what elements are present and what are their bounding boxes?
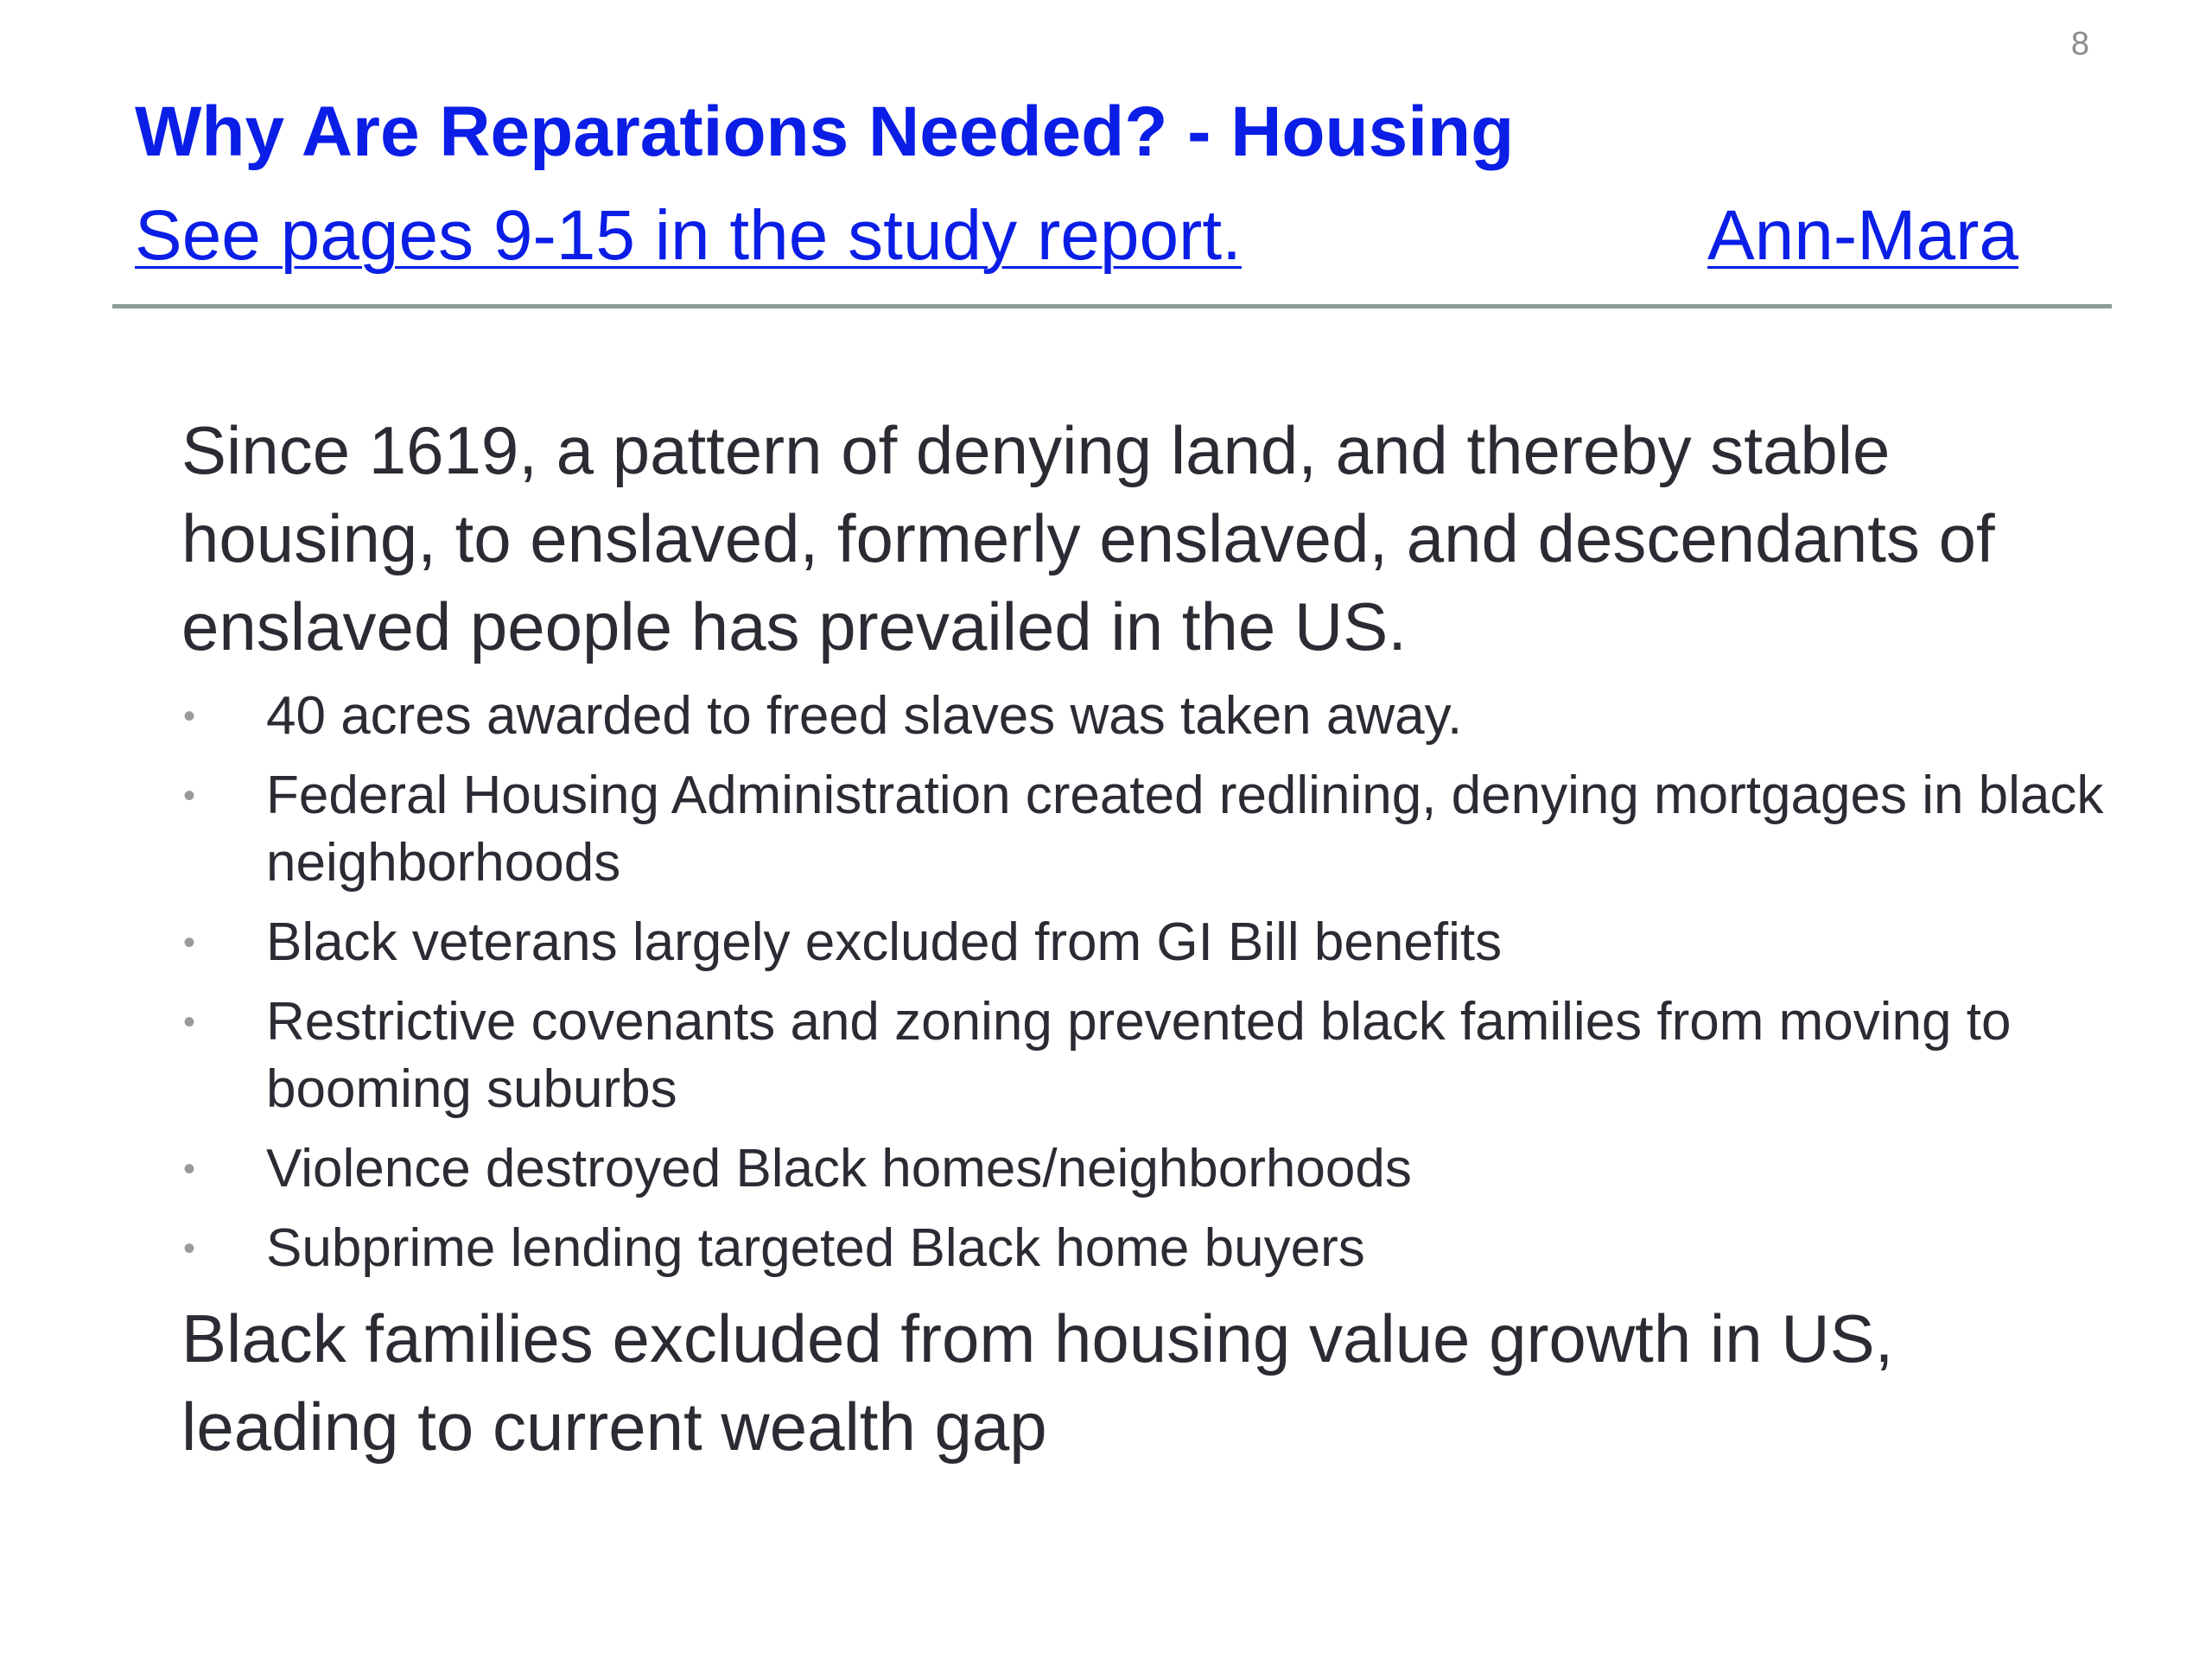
bullet-icon: • — [183, 1003, 196, 1041]
author-name: Ann-Mara — [1707, 196, 2018, 275]
bullet-icon: • — [183, 1150, 196, 1188]
bullet-icon: • — [183, 777, 196, 815]
bullet-item — [181, 683, 2126, 750]
bullet-item — [181, 1135, 2126, 1203]
lead-paragraph: Since 1619, a pattern of denying land, and thereby stable housing, to enslaved, formerly enslaved, and descendants of enslaved people has prevailed in the US. — [181, 412, 1995, 664]
bullet-text: Restrictive covenants and zoning prevented black families from moving to booming suburbs — [266, 992, 2012, 1119]
closing-paragraph: Black families excluded from housing value growth in US, leading to current wealth gap — [181, 1300, 1894, 1465]
bullet-icon: • — [183, 697, 196, 735]
bullet-icon: • — [183, 1230, 196, 1268]
subtitle-line — [135, 197, 2018, 275]
bullet-list — [181, 683, 2126, 1282]
slide-body — [181, 406, 2126, 1471]
title-divider — [112, 304, 2112, 308]
bullet-text: Subprime lending targeted Black home buyers — [266, 1218, 1365, 1278]
bullet-icon: • — [183, 924, 196, 962]
bullet-text: Violence destroyed Black homes/neighborhoods — [266, 1139, 1412, 1198]
bullet-item — [181, 1215, 2126, 1282]
slide-title: Why Are Reparations Needed? - Housing — [135, 92, 1515, 171]
bullet-text: Black veterans largely excluded from GI Bill benefits — [266, 912, 1503, 972]
study-report-link[interactable]: See pages 9-15 in the study report. — [135, 196, 1242, 275]
bullet-item — [181, 988, 2126, 1123]
page-number: 8 — [2070, 26, 2089, 62]
bullet-item — [181, 909, 2126, 976]
bullet-text: 40 acres awarded to freed slaves was taken away. — [266, 686, 1463, 746]
bullet-item — [181, 762, 2126, 897]
bullet-text: Federal Housing Administration created redlining, denying mortgages in black neighborhoods — [266, 766, 2104, 893]
